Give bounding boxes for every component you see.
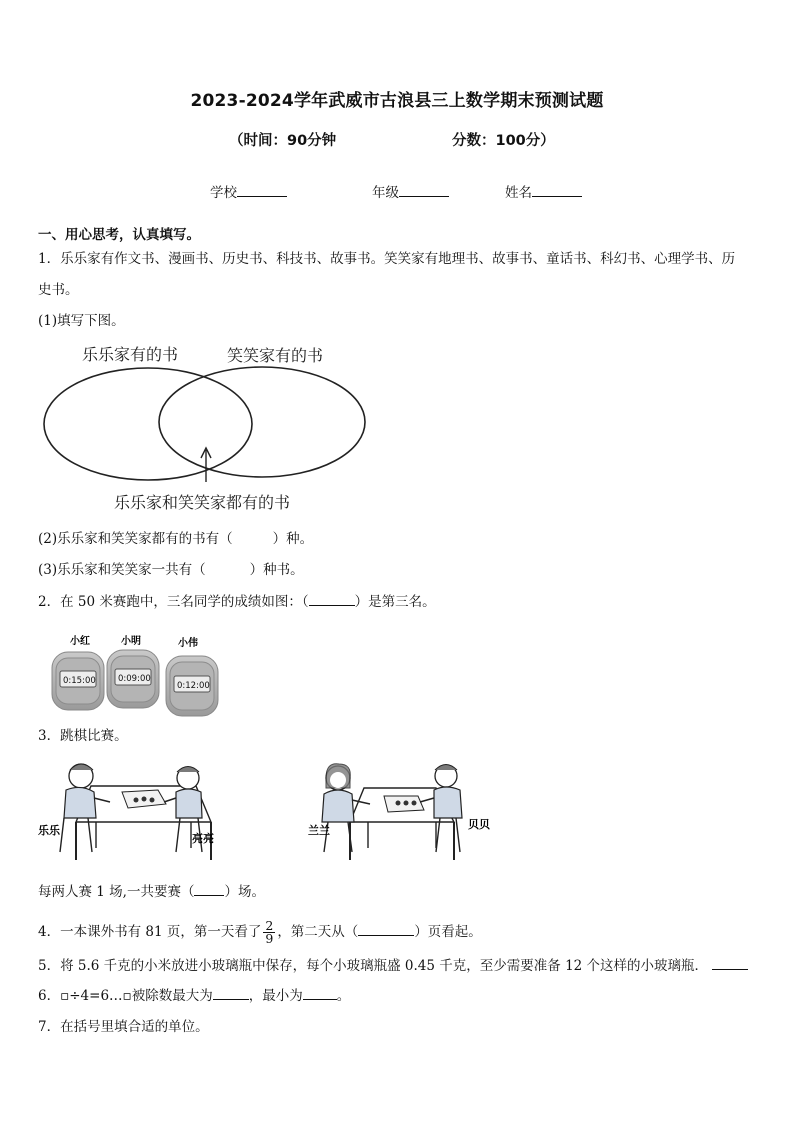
stopwatch-3-reading: 0:12:00: [177, 681, 210, 691]
player-lele: 乐乐: [38, 824, 60, 837]
venn-left-ellipse: [44, 368, 252, 480]
stopwatch-3-name: 小伟: [178, 638, 198, 649]
venn-left-label: 乐乐家有的书: [82, 345, 179, 364]
q1-part3: (3)乐乐家和笑笑家一共有（ ）种书。: [38, 562, 304, 578]
player-liangliang: 亮亮: [192, 832, 214, 845]
exam-score: 分数：100分）: [452, 133, 555, 149]
stopwatch-2-reading: 0:09:00: [118, 674, 151, 684]
grade-field: [372, 181, 449, 201]
q4-blank[interactable]: [358, 922, 414, 936]
q6-blank-min[interactable]: [303, 986, 337, 1000]
q5-text: 5．将 5.6 千克的小米放进小玻璃瓶中保存，每个小玻璃瓶盛 0.45 千克，至少需要准备 12 个这样的小玻璃瓶．: [38, 956, 748, 976]
stopwatch-1: [52, 634, 104, 710]
q6-blank-max[interactable]: [213, 986, 249, 1000]
q7-text: 7．在括号里填合适的单位。: [38, 1019, 209, 1035]
grade-blank[interactable]: [399, 184, 449, 197]
q1-line2: 史书。: [38, 282, 79, 298]
exam-time: （时间：90分钟: [229, 133, 337, 149]
q2-blank[interactable]: [309, 592, 355, 606]
name-field: [505, 181, 582, 201]
q2-text: 2．在 50 米赛跑中，三名同学的成绩如图：（ ）是第三名。: [38, 594, 436, 610]
q3-blank[interactable]: [194, 882, 224, 896]
school-label: 学校: [210, 185, 237, 201]
section-heading: 一、用心思考，认真填写。: [38, 227, 200, 243]
chess-illustration-right: [306, 756, 506, 868]
player-lanlan: 兰兰: [308, 824, 330, 837]
name-blank[interactable]: [532, 184, 582, 197]
school-field: [210, 181, 287, 201]
chess-illustration-left: [36, 756, 226, 868]
name-label: 姓名: [505, 185, 532, 201]
school-blank[interactable]: [237, 184, 287, 197]
venn-diagram: [38, 340, 378, 520]
venn-right-label: 笑笑家有的书: [227, 346, 324, 365]
player-beibei: 贝贝: [468, 818, 490, 831]
q3-text: 3．跳棋比赛。: [38, 728, 128, 744]
grade-label: 年级: [372, 185, 399, 201]
stopwatch-1-name: 小红: [70, 636, 90, 647]
stopwatch-2: [107, 634, 159, 708]
q4-text: 4．一本课外书有 81 页，第一天看了 $\frac{2}{9}$ ，第二天从（ ）页看起。: [38, 918, 482, 946]
venn-right-ellipse: [159, 367, 365, 477]
q1-part1: (1)填写下图。: [38, 313, 125, 329]
stopwatch-2-name: 小明: [121, 636, 141, 647]
stopwatch-3: [166, 636, 218, 716]
stopwatch-figure: [44, 632, 244, 720]
q1-line1: 1．乐乐家有作文书、漫画书、历史书、科技书、故事书。笑笑家有地理书、故事书、童话书、科幻书、心理学书、历: [38, 251, 736, 267]
q1-part2: (2)乐乐家和笑笑家都有的书有（ ）种。: [38, 531, 314, 547]
page-title: 2023-2024学年武威市古浪县三上数学期末预测试题: [190, 91, 604, 111]
q4-fraction: $\frac{2}{9}$: [265, 918, 274, 946]
venn-bottom-label: 乐乐家和笑笑家都有的书: [114, 493, 291, 512]
q6-text: 6．▫÷4=6…▫被除数最大为 ，最小为 。: [38, 988, 351, 1004]
stopwatch-1-reading: 0:15:00: [63, 676, 96, 686]
q5-blank[interactable]: [712, 956, 748, 970]
q3-question: 每两人赛 1 场,一共要赛（ ）场。: [38, 884, 265, 900]
